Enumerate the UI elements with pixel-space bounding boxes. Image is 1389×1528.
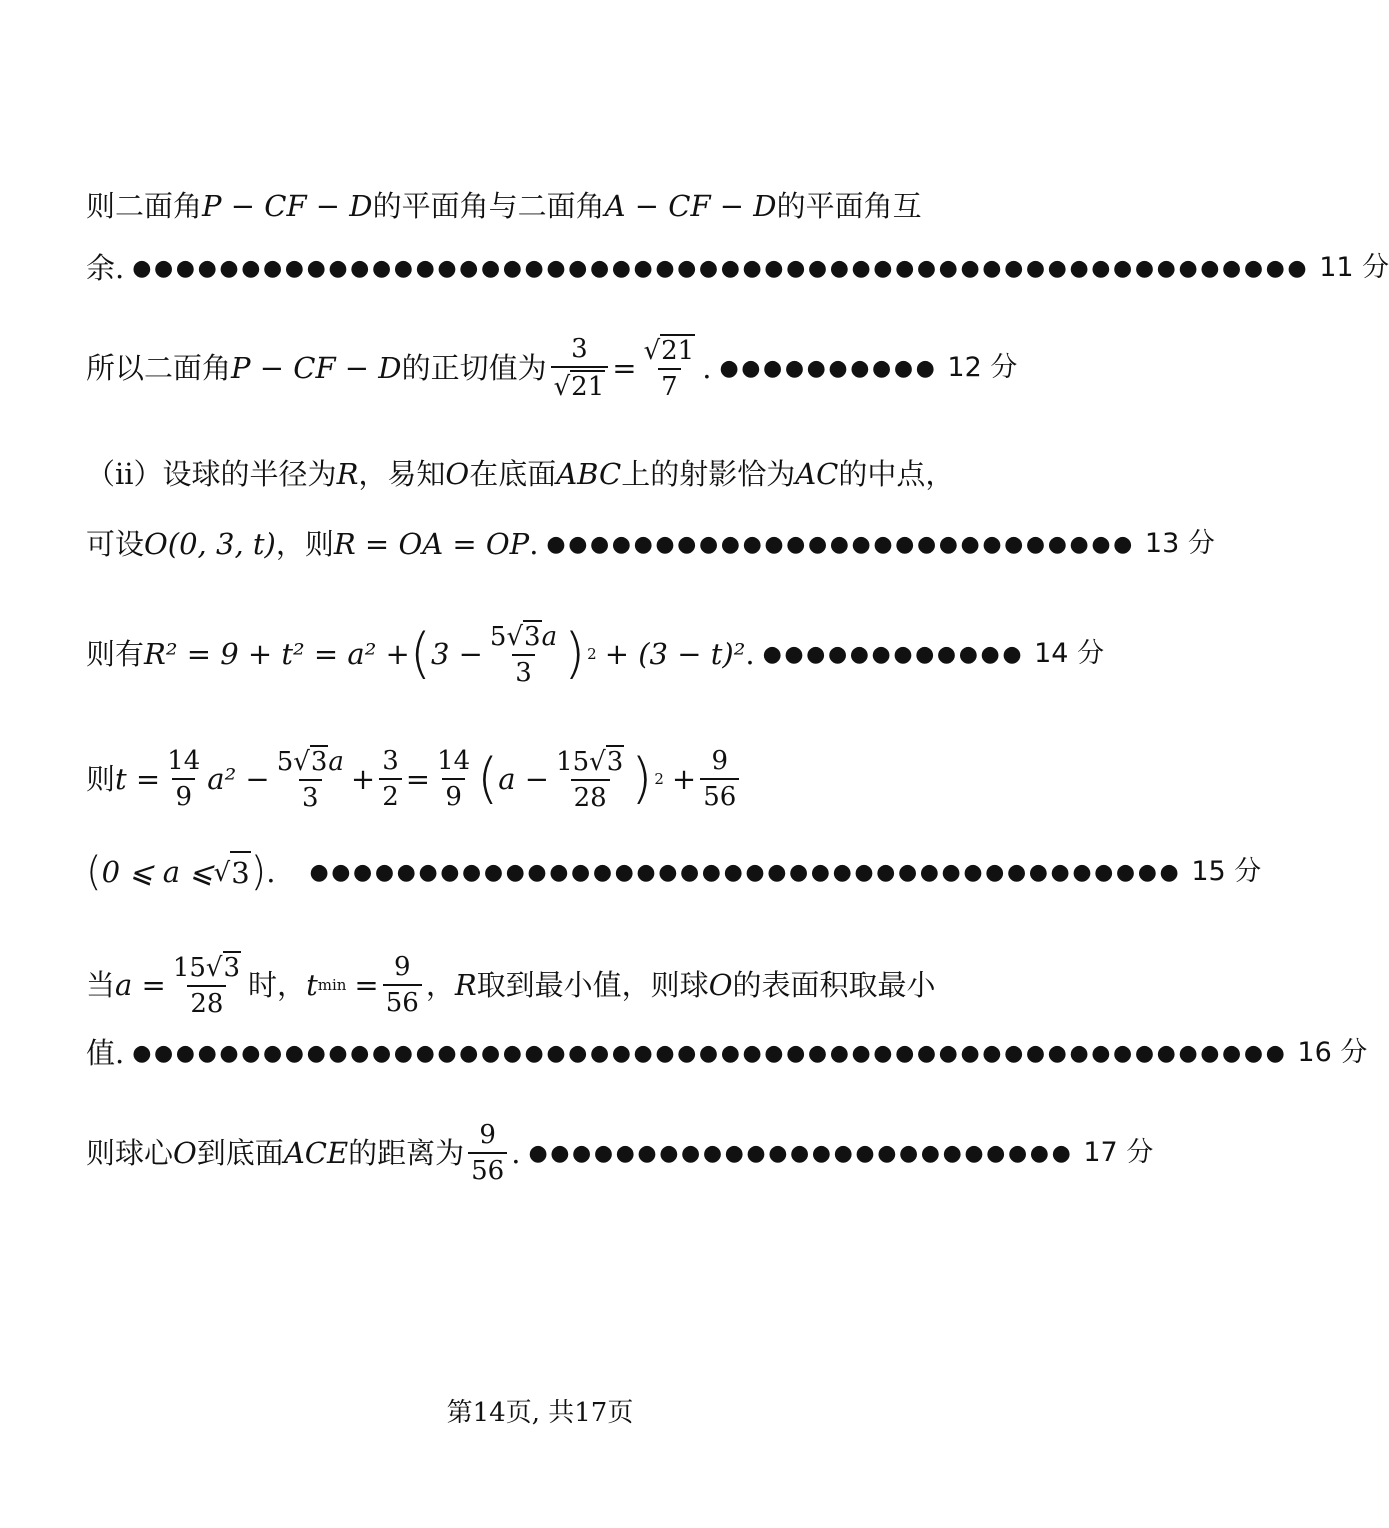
score-label: 13 分 <box>1144 528 1215 559</box>
leader-dots: ●●●●●●●●●●●●●●●●●●●●●●●●● <box>528 1140 1074 1166</box>
leader-dots: ●●●●●●●●●●●● <box>762 641 1025 667</box>
text: . <box>745 637 755 671</box>
exponent: 2 <box>654 770 664 788</box>
fraction: 15 √ 3 28 <box>556 747 624 813</box>
score-label: 15 分 <box>1191 856 1262 887</box>
text: 余. <box>86 251 125 285</box>
score-label: 11 分 <box>1319 252 1389 283</box>
right-paren: ) <box>564 622 586 685</box>
line-1 <box>86 186 922 226</box>
fraction: 15 √ 3 28 <box>172 953 241 1019</box>
left-paren: ( <box>86 849 102 895</box>
sqrt: √ 3 <box>214 851 251 893</box>
math-expr: + (3 − t)² <box>604 637 746 671</box>
numerator: 3 <box>571 334 588 364</box>
text: 的距离为 <box>348 1136 465 1170</box>
leader-dots: ●●●●●●●●●●●●●●●●●●●●●●●●●●●●●●●●●●●●●●●●●●●●●●●●●●●●●● <box>132 255 1310 281</box>
leader-dots: ●●●●●●●●●●●●●●●●●●●●●●●●●●● <box>546 531 1135 557</box>
denominator: 7 <box>658 368 681 402</box>
leader-dots: ●●●●●●●●●●●●●●●●●●●●●●●●●●●●●●●●●●●●●●●● <box>309 859 1182 885</box>
text: 当 <box>86 968 116 1002</box>
fraction: $\frac{14}{9}$ <box>437 746 471 812</box>
score-label: 17 分 <box>1083 1137 1154 1168</box>
line-11 <box>86 1120 1153 1186</box>
leader-dots: ●●●●●●●●●●●●●●●●●●●●●●●●●●●●●●●●●●●●●●●●●●●●●●●●●●●●● <box>132 1040 1288 1066</box>
numerator <box>641 334 699 368</box>
text: . <box>529 527 539 561</box>
right-paren: ) <box>631 747 653 810</box>
sqrt: √ 21 <box>643 336 695 366</box>
math-expr: a = <box>115 968 166 1002</box>
score-label: 16 分 <box>1297 1037 1368 1068</box>
exponent: 2 <box>587 645 597 663</box>
text: 值. <box>86 1036 125 1070</box>
text: 到底面 <box>196 1136 284 1170</box>
math-expr: R <box>454 968 477 1002</box>
equals: = <box>612 351 637 385</box>
math-expr: R² = 9 + t² = a² + <box>144 637 410 671</box>
sqrt: √ 21 <box>553 372 605 402</box>
math-expr: ABC <box>556 457 622 491</box>
text: （ii）设球的半径为 <box>86 457 337 491</box>
text: 所以二面角 <box>86 351 232 385</box>
math-expr: AC <box>795 457 839 491</box>
text: 的平面角互 <box>776 189 922 223</box>
fraction: $\frac{9}{56}$ <box>700 746 739 812</box>
sqrt: √ 3 <box>506 622 541 652</box>
math-expr: R = OA = OP <box>333 527 530 561</box>
text: 的平面角与二面角 <box>372 189 605 223</box>
equals: = <box>354 968 379 1002</box>
math-expr: O <box>173 1136 197 1170</box>
fraction <box>551 334 609 402</box>
line-9 <box>86 951 935 1019</box>
radicand: 21 <box>661 336 695 366</box>
line-6 <box>86 620 1104 688</box>
page-footer: 第14页, 共17页 <box>446 1398 634 1428</box>
plus: + <box>350 762 376 796</box>
left-paren: ( <box>477 747 499 810</box>
text: 则球心 <box>86 1136 174 1170</box>
text: 则二面角 <box>86 189 203 223</box>
text: 上的射影恰为 <box>621 457 796 491</box>
math-expr: a − <box>498 762 550 796</box>
line-3 <box>86 334 1017 402</box>
text: 的正切值为 <box>401 351 547 385</box>
text: 的中点， <box>838 457 955 491</box>
line-8 <box>86 842 1261 902</box>
denominator: 3 <box>512 654 535 688</box>
equals: = <box>405 762 431 796</box>
math-expr: P − CF − D <box>202 189 373 223</box>
text: 则 <box>86 762 116 796</box>
fraction: $\frac{9}{56}$ <box>383 952 422 1018</box>
score-label: 14 分 <box>1034 638 1105 669</box>
math-expr: P − CF − D <box>231 351 402 385</box>
subscript: min <box>317 976 347 994</box>
math-expr: 3 − <box>430 637 483 671</box>
text: 的表面积取最小 <box>732 968 936 1002</box>
line-2 <box>86 248 1389 288</box>
line-4 <box>86 454 954 494</box>
fraction <box>487 620 560 688</box>
text: 则有 <box>86 637 145 671</box>
math-expr: a² − <box>207 762 270 796</box>
score-label: 12 分 <box>947 352 1018 383</box>
fraction: $\frac{9}{56}$ <box>468 1120 507 1186</box>
math-expr: A − CF − D <box>604 189 777 223</box>
math-expr: 0 ⩽ a ⩽ <box>101 855 214 889</box>
math-expr: R <box>336 457 359 491</box>
fraction: 5 √ 3 a 3 <box>276 747 344 813</box>
numerator: 5 √ 3 a <box>489 622 558 652</box>
text: 取到最小值，则球 <box>476 968 709 1002</box>
fraction: $\frac{3}{2}$ <box>379 746 402 812</box>
plus: + <box>671 762 697 796</box>
math-expr: O(0, 3, t) <box>144 527 276 561</box>
right-paren: ) <box>250 849 267 895</box>
text: . <box>511 1136 521 1170</box>
text: 可设 <box>86 527 145 561</box>
math-expr: t = <box>115 762 161 796</box>
text: 在底面 <box>469 457 557 491</box>
leader-dots: ●●●●●●●●●● <box>719 355 938 381</box>
text: . <box>266 855 276 889</box>
math-expr: t <box>306 968 318 1002</box>
text: ， <box>425 968 455 1002</box>
text: 时， <box>248 968 307 1002</box>
denominator <box>551 366 609 402</box>
math-expr: O <box>708 968 733 1002</box>
fraction <box>641 334 699 402</box>
text: ，易知 <box>358 457 446 491</box>
text: . <box>702 351 712 385</box>
text: ，则 <box>275 527 334 561</box>
line-5 <box>86 524 1215 564</box>
fraction: $\frac{14}{9}$ <box>167 746 201 812</box>
radicand: 3 <box>524 622 541 652</box>
line-7 <box>86 745 743 813</box>
radicand: 3 <box>230 851 250 893</box>
line-10 <box>86 1033 1367 1073</box>
radicand: 21 <box>571 372 605 402</box>
math-expr: O <box>445 457 470 491</box>
math-expr: ACE <box>283 1136 349 1170</box>
left-paren: ( <box>409 622 431 685</box>
